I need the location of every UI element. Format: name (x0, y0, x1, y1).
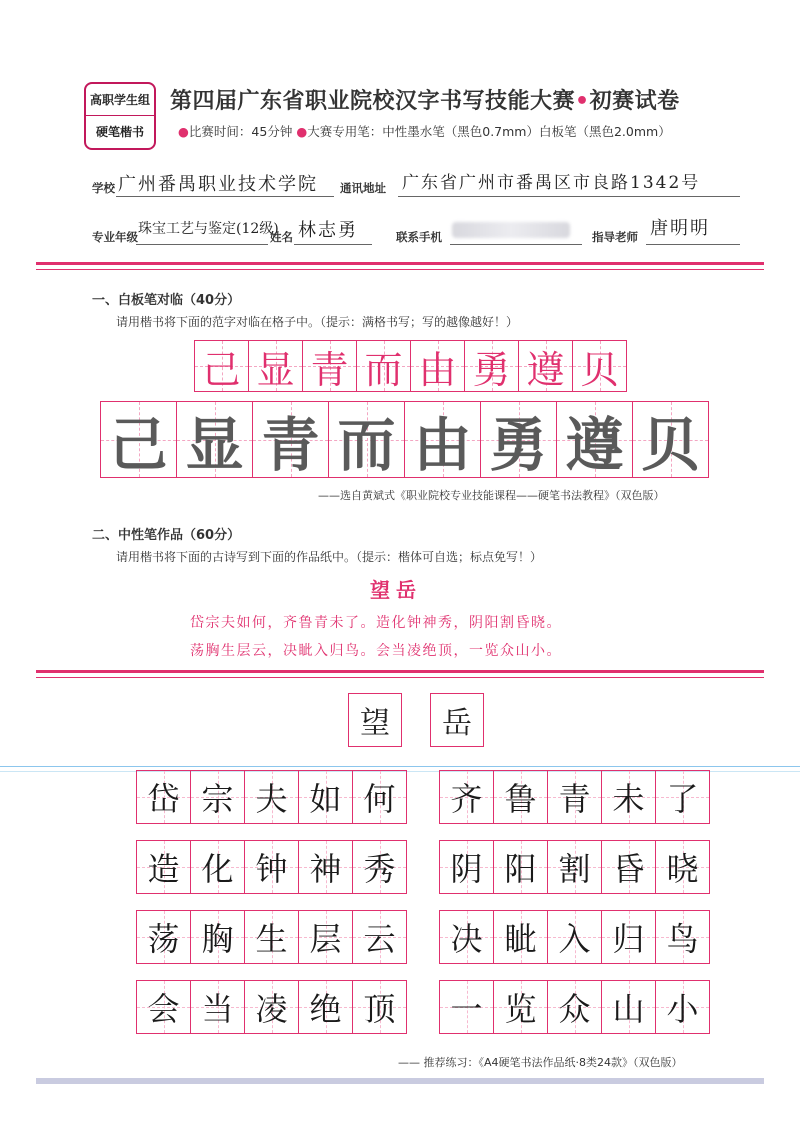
worksheet-row (136, 770, 710, 824)
copy-char-cell[interactable]: 由 (404, 401, 480, 478)
major-underline (136, 244, 268, 245)
teacher-label: 指导老师 (592, 230, 638, 244)
worksheet-footer: —— 推荐练习：《A4硬笔书法作品纸·8类24款》（双色版） (398, 1056, 683, 1069)
group-badge (84, 82, 156, 150)
model-char-cell: 遵 (518, 340, 572, 392)
section2-divider-thin (36, 677, 764, 678)
copy-char-cell[interactable]: 显 (176, 401, 252, 478)
worksheet-cell[interactable]: 鲁 (493, 770, 547, 824)
phone-redacted (452, 222, 570, 238)
scan-line (0, 766, 800, 767)
worksheet-cell[interactable]: 青 (547, 770, 601, 824)
major-label: 专业年级 (92, 230, 138, 244)
name-label: 姓名 (270, 230, 293, 244)
model-char-cell: 己 (194, 340, 248, 392)
worksheet-cell[interactable]: 决 (439, 910, 493, 964)
title-main: 第四届广东省职业院校汉字书写技能大赛 (170, 89, 576, 114)
worksheet-cell[interactable]: 何 (352, 770, 407, 824)
worksheet-cell[interactable]: 山 (601, 980, 655, 1034)
copy-char-cell[interactable]: 青 (252, 401, 328, 478)
school-underline (116, 196, 334, 197)
worksheet-cell[interactable]: 绝 (298, 980, 352, 1034)
address-label: 通讯地址 (340, 181, 386, 195)
section2-instruction: 请用楷书将下面的古诗写到下面的作品纸中。（提示：楷体可自选；标点免写！） (116, 550, 543, 564)
worksheet-cell[interactable]: 割 (547, 840, 601, 894)
worksheet-cell[interactable]: 夫 (244, 770, 298, 824)
worksheet-cell[interactable]: 神 (298, 840, 352, 894)
worksheet-cell[interactable]: 层 (298, 910, 352, 964)
name-underline (294, 244, 372, 245)
title-tail: 初赛试卷 (589, 89, 680, 114)
copy-char-cell[interactable]: 而 (328, 401, 404, 478)
worksheet-cell[interactable]: 众 (547, 980, 601, 1034)
worksheet-cell[interactable]: 阳 (493, 840, 547, 894)
worksheet-cell[interactable]: 齐 (439, 770, 493, 824)
model-char-row (194, 340, 627, 392)
worksheet-cell[interactable]: 阴 (439, 840, 493, 894)
model-char-cell: 由 (410, 340, 464, 392)
worksheet-cell[interactable]: 云 (352, 910, 407, 964)
worksheet-cell[interactable]: 一 (439, 980, 493, 1034)
model-char-cell: 显 (248, 340, 302, 392)
model-char-cell: 青 (302, 340, 356, 392)
poem-title: 望岳 (370, 578, 422, 602)
worksheet-title-char[interactable]: 岳 (430, 693, 484, 747)
worksheet-cell[interactable]: 晓 (655, 840, 710, 894)
exam-info (178, 122, 671, 140)
worksheet-cell[interactable]: 生 (244, 910, 298, 964)
worksheet-cell[interactable]: 荡 (136, 910, 190, 964)
section1-title: 一、白板笔对临（40分） (92, 293, 241, 308)
exam-time: 比赛时间：45分钟 (188, 124, 293, 139)
school-field[interactable]: 广州番禺职业技术学院 (118, 174, 318, 195)
worksheet-cell[interactable]: 宗 (190, 770, 244, 824)
worksheet-cell[interactable]: 秀 (352, 840, 407, 894)
worksheet-title-char[interactable]: 望 (348, 693, 402, 747)
copy-char-cell[interactable]: 贝 (632, 401, 709, 478)
worksheet-cell[interactable]: 岱 (136, 770, 190, 824)
worksheet-row (136, 840, 710, 894)
section1-instruction: 请用楷书将下面的范字对临在格子中。（提示：满格书写；写的越像越好！） (116, 315, 519, 329)
worksheet-cell[interactable]: 了 (655, 770, 710, 824)
poem-line-1: 岱宗夫如何，齐鲁青未了。造化钟神秀，阴阳割昏晓。 (190, 615, 562, 631)
worksheet-cell[interactable]: 顶 (352, 980, 407, 1034)
worksheet-row (136, 980, 710, 1034)
worksheet-cell[interactable]: 昏 (601, 840, 655, 894)
address-underline (398, 196, 740, 197)
section1-credit: ——选自黄斌式《职业院校专业技能课程——硬笔书法教程》（双色版） (318, 489, 665, 502)
copy-char-cell[interactable]: 遵 (556, 401, 632, 478)
worksheet-cell[interactable]: 凌 (244, 980, 298, 1034)
copy-char-cell[interactable]: 勇 (480, 401, 556, 478)
name-field[interactable]: 林志勇 (298, 220, 358, 241)
address-field[interactable]: 广东省广州市番禺区市良路1342号 (402, 173, 701, 193)
header-divider (36, 262, 764, 265)
teacher-underline (646, 244, 740, 245)
copy-char-cell[interactable]: 己 (100, 401, 176, 478)
model-char-cell: 勇 (464, 340, 518, 392)
header-divider-thin (36, 269, 764, 270)
badge-group-label: 高职学生组 (86, 84, 154, 116)
bullet-icon: ● (178, 124, 189, 139)
exam-pen: 大赛专用笔：中性墨水笔（黑色0.7mm）白板笔（黑色2.0mm） (307, 124, 671, 139)
worksheet-cell[interactable]: 未 (601, 770, 655, 824)
poem-line-2: 荡胸生层云，决眦入归鸟。会当凌绝顶，一览众山小。 (190, 643, 562, 659)
page-title (170, 84, 680, 115)
teacher-field[interactable]: 唐明明 (650, 218, 710, 239)
worksheet-cell[interactable]: 览 (493, 980, 547, 1034)
worksheet-cell[interactable]: 当 (190, 980, 244, 1034)
worksheet-cell[interactable]: 眦 (493, 910, 547, 964)
section2-divider (36, 670, 764, 673)
worksheet-cell[interactable]: 会 (136, 980, 190, 1034)
model-char-cell: 贝 (572, 340, 627, 392)
worksheet-cell[interactable]: 入 (547, 910, 601, 964)
bullet-icon: ● (296, 124, 308, 139)
worksheet-cell[interactable]: 胸 (190, 910, 244, 964)
worksheet-cell[interactable]: 鸟 (655, 910, 710, 964)
worksheet-cell[interactable]: 化 (190, 840, 244, 894)
phone-underline (450, 244, 582, 245)
worksheet-row (136, 910, 710, 964)
worksheet-cell[interactable]: 如 (298, 770, 352, 824)
worksheet-grid (136, 770, 710, 1034)
badge-category-label: 硬笔楷书 (95, 125, 144, 139)
worksheet-cell[interactable]: 归 (601, 910, 655, 964)
section2-title: 二、中性笔作品（60分） (92, 528, 241, 543)
copy-char-row (100, 401, 709, 478)
worksheet-cell[interactable]: 钟 (244, 840, 298, 894)
major-field[interactable]: 珠宝工艺与鉴定(12级) (138, 221, 279, 237)
model-char-cell: 而 (356, 340, 410, 392)
title-separator: • (575, 89, 590, 114)
school-label: 学校 (92, 181, 115, 195)
phone-label: 联系手机 (396, 230, 442, 244)
worksheet-cell[interactable]: 造 (136, 840, 190, 894)
worksheet-cell[interactable]: 小 (655, 980, 710, 1034)
bottom-bar (36, 1078, 764, 1084)
